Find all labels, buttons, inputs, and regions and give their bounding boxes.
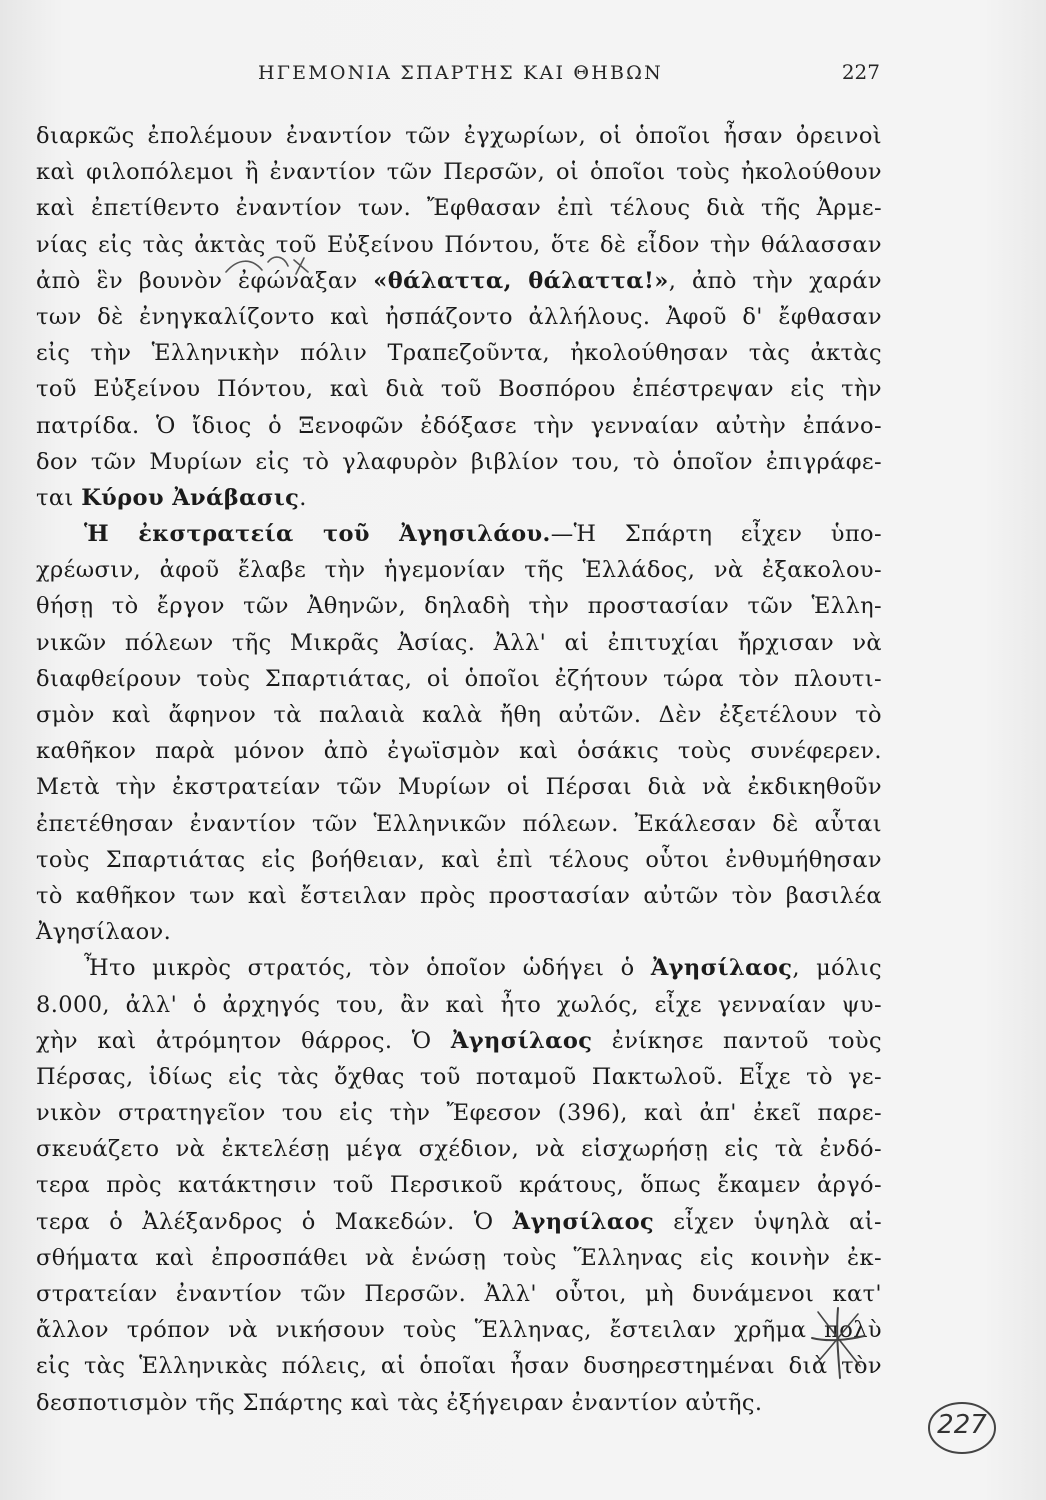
text-line: πατρίδα. Ὁ ἴδιος ὁ Ξενοφῶν ἐδόξασε τὴν γενναίαν αὐτὴν ἐπάνο- [36, 412, 882, 439]
text-line: σθήματα καὶ ἐπροσπάθει νὰ ἑνώσῃ τοὺς Ἕλληνας εἰς κοινὴν ἐκ- [36, 1244, 882, 1271]
text-line: εἰς τὰς Ἑλληνικὰς πόλεις, αἱ ὁποῖαι ἦσαν δυσηρεστημέναι διὰ τὸν [36, 1353, 882, 1380]
text-line: εἰς τὴν Ἑλληνικὴν πόλιν Τραπεζοῦντα, ἠκολούθησαν τὰς ἀκτὰς [36, 340, 882, 367]
text-line: Μετὰ τὴν ἐκστρατείαν τῶν Μυρίων οἱ Πέρσαι διὰ νὰ ἐκδικηθοῦν [36, 774, 882, 801]
text-line: ται Κύρου Ἀνάβασις. [36, 484, 307, 511]
text-line: διαρκῶς ἐπολέμουν ἐναντίον τῶν ἐγχωρίων, οἱ ὁποῖοι ἦσαν ὀρεινοὶ [36, 123, 882, 149]
text-line: χρέωσιν, ἀφοῦ ἔλαβε τὴν ἡγεμονίαν τῆς Ἑλλάδος, νὰ ἐξακολου- [36, 557, 882, 584]
body-text [36, 118, 882, 1421]
text-line: τερα ὁ Ἀλέξανδρος ὁ Μακεδών. Ὁ Ἀγησίλαος εἶχεν ὑψηλὰ αἰ- [36, 1208, 882, 1235]
bold-emphasis: Ἀγησίλαος [512, 1208, 655, 1235]
text-line: Ἡ ἐκστρατεία τοῦ Ἀγησιλάου.—Ἡ Σπάρτη εἶχεν ὑπο- [84, 521, 883, 548]
text-line: διαφθείρουν τοὺς Σπαρτιάτας, οἱ ὁποῖοι ἐζήτουν τώρα τὸν πλουτι- [36, 665, 882, 692]
text-line: δεσποτισμὸν τῆς Σπάρτης καὶ τὰς ἐξήγειραν ἐναντίον αὐτῆς. [36, 1389, 763, 1416]
text-line: τοῦ Εὐξείνου Πόντου, καὶ διὰ τοῦ Βοσπόρου ἐπέστρεψαν εἰς τὴν [36, 376, 882, 403]
text-line: θήσῃ τὸ ἔργον τῶν Ἀθηνῶν, δηλαδὴ τὴν προστασίαν τῶν Ἑλλη- [36, 593, 882, 620]
text-line: δον τῶν Μυρίων εἰς τὸ γλαφυρὸν βιβλίον του, τὸ ὁποῖον ἐπιγράφε- [36, 448, 882, 475]
bold-emphasis: «θάλαττα, θάλαττα!» [373, 267, 669, 294]
text-line: Ἀγησίλαον. [36, 919, 172, 946]
text-line: τὸ καθῆκον των καὶ ἔστειλαν πρὸς προστασίαν αὐτῶν τὸν βασιλέα [36, 882, 882, 909]
text-line: σμὸν καὶ ἄφηνον τὰ παλαιὰ καλὰ ἤθη αὐτῶν. Δὲν ἐξετέλουν τὸ [36, 702, 882, 728]
bold-emphasis: Ἡ ἐκστρατεία τοῦ Ἀγησιλάου. [84, 521, 551, 548]
text-line: στρατείαν ἐναντίον τῶν Περσῶν. Ἀλλ' οὗτοι, μὴ δυνάμενοι κατ' [36, 1281, 882, 1307]
text-line: καὶ φιλοπόλεμοι ἢ ἐναντίον τῶν Περσῶν, οἱ ὁποῖοι τοὺς ἠκολούθουν [36, 159, 882, 186]
pencil-asterisk-icon [808, 1302, 868, 1382]
pencil-annotation-icon [218, 250, 328, 280]
text-line: σκευάζετο νὰ ἐκτελέσῃ μέγα σχέδιον, νὰ εἰσχωρήσῃ εἰς τὰ ἐνδό- [36, 1136, 882, 1163]
text-line: χὴν καὶ ἀτρόμητον θάρρος. Ὁ Ἀγησίλαος ἐνίκησε παντοῦ τοὺς [36, 1027, 882, 1054]
text-line: νικὸν στρατηγεῖον του εἰς τὴν Ἔφεσον (396), καὶ ἀπ' ἐκεῖ παρε- [36, 1100, 882, 1127]
text-line: καὶ ἐπετίθεντο ἐναντίον των. Ἔφθασαν ἐπὶ τέλους διὰ τῆς Ἀρμε- [36, 195, 882, 222]
handwritten-page-number [924, 1398, 1000, 1458]
text-line: τερα πρὸς κατάκτησιν τοῦ Περσικοῦ κράτους, ὅπως ἔκαμεν ἀργό- [36, 1172, 882, 1199]
text-line: τοὺς Σπαρτιάτας εἰς βοήθειαν, καὶ ἐπὶ τέλους οὗτοι ἐνθυμήθησαν [36, 846, 882, 873]
text-line: καθῆκον παρὰ μόνον ἀπὸ ἐγωϊσμὸν καὶ ὁσάκις τοὺς συνέφερεν. [36, 738, 882, 765]
bold-emphasis: Ἀγησίλαος [650, 955, 793, 982]
page-number: 227 [841, 60, 880, 84]
text-line: Πέρσας, ἰδίως εἰς τὰς ὄχθας τοῦ ποταμοῦ Πακτωλοῦ. Εἶχε τὸ γε- [36, 1063, 882, 1090]
bold-emphasis: Κύρου Ἀνάβασις [81, 484, 300, 511]
text-line: 8.000, ἀλλ' ὁ ἀρχηγός του, ἂν καὶ ἦτο χωλός, εἶχε γενναίαν ψυ- [36, 991, 882, 1018]
text-line: ἐπετέθησαν ἐναντίον τῶν Ἑλληνικῶν πόλεων. Ἐκάλεσαν δὲ αὗται [36, 810, 882, 837]
text-line: ἄλλον τρόπον νὰ νικήσουν τοὺς Ἕλληνας, ἔστειλαν χρῆμα πολὺ [36, 1317, 882, 1344]
text-line: Ἦτο μικρὸς στρατός, τὸν ὁποῖον ὡδήγει ὁ Ἀγησίλαος, μόλις [84, 955, 882, 982]
text-line: ἀπὸ ἓν βουνὸν ἐφώναξαν «θάλαττα, θάλαττα!», ἀπὸ τὴν χαράν [36, 267, 882, 294]
text-line: νίας εἰς τὰς ἀκτὰς τοῦ Εὐξείνου Πόντου, ὅτε δὲ εἶδον τὴν θάλασσαν [36, 231, 882, 258]
text-line: των δὲ ἐνηγκαλίζοντο καὶ ἠσπάζοντο ἀλλήλους. Ἀφοῦ δ' ἔφθασαν [36, 303, 882, 330]
text-line: νικῶν πόλεων τῆς Μικρᾶς Ἀσίας. Ἀλλ' αἱ ἐπιτυχίαι ἤρχισαν νὰ [36, 629, 882, 656]
handwritten-number-text: 227 [937, 1410, 987, 1440]
bold-emphasis: Ἀγησίλαος [450, 1027, 593, 1054]
running-head: ΗΓΕΜΟΝΙΑ ΣΠΑΡΤΗΣ ΚΑΙ ΘΗΒΩΝ [258, 62, 663, 84]
